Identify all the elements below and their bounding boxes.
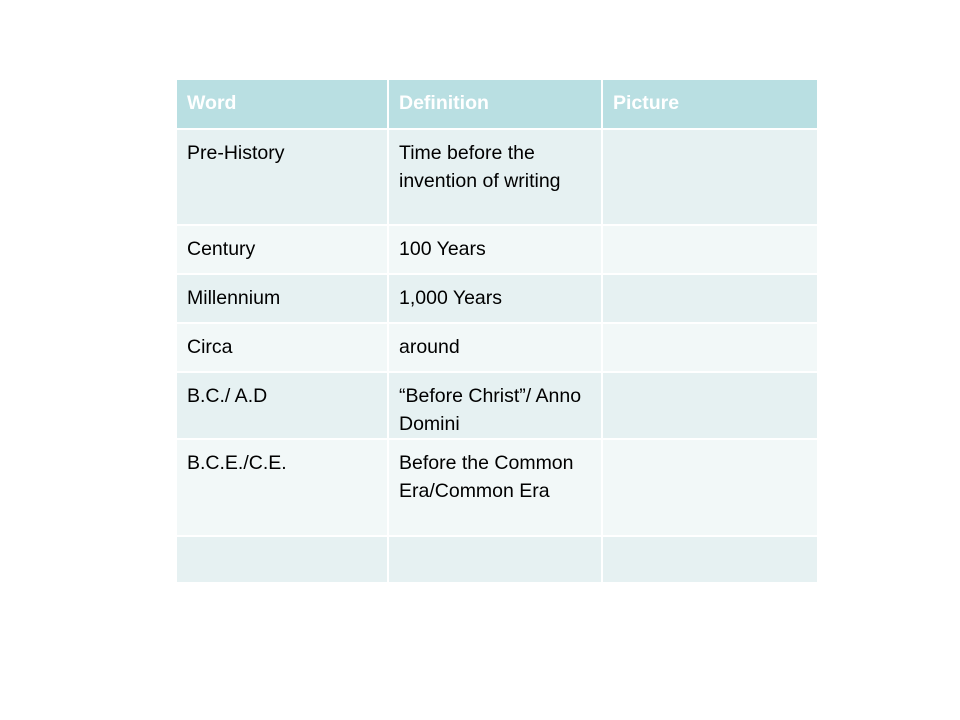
table-row [176, 225, 818, 274]
table-row [176, 323, 818, 372]
word-cell: B.C./ A.D [176, 372, 388, 439]
word-cell: Millennium [176, 274, 388, 323]
table-row [176, 274, 818, 323]
table-row [176, 129, 818, 225]
picture-cell [602, 274, 818, 323]
word-cell: B.C.E./C.E. [176, 439, 388, 536]
definition-cell: Time before the invention of writing [388, 129, 602, 225]
picture-cell [602, 372, 818, 439]
header-word: Word [176, 79, 388, 129]
vocabulary-table [175, 78, 819, 584]
picture-cell [602, 225, 818, 274]
picture-cell [602, 323, 818, 372]
picture-cell [602, 439, 818, 536]
definition-cell: around [388, 323, 602, 372]
table-row [176, 372, 818, 439]
word-cell: Circa [176, 323, 388, 372]
table-row [176, 439, 818, 536]
definition-cell: Before the Common Era/Common Era [388, 439, 602, 536]
definition-cell: “Before Christ”/ Anno Domini [388, 372, 602, 439]
header-definition: Definition [388, 79, 602, 129]
word-cell: Century [176, 225, 388, 274]
table-header-row [176, 79, 818, 129]
word-cell: Pre-History [176, 129, 388, 225]
definition-cell [388, 536, 602, 583]
picture-cell [602, 536, 818, 583]
word-cell [176, 536, 388, 583]
definition-cell: 100 Years [388, 225, 602, 274]
picture-cell [602, 129, 818, 225]
table-row [176, 536, 818, 583]
header-picture: Picture [602, 79, 818, 129]
definition-cell: 1,000 Years [388, 274, 602, 323]
